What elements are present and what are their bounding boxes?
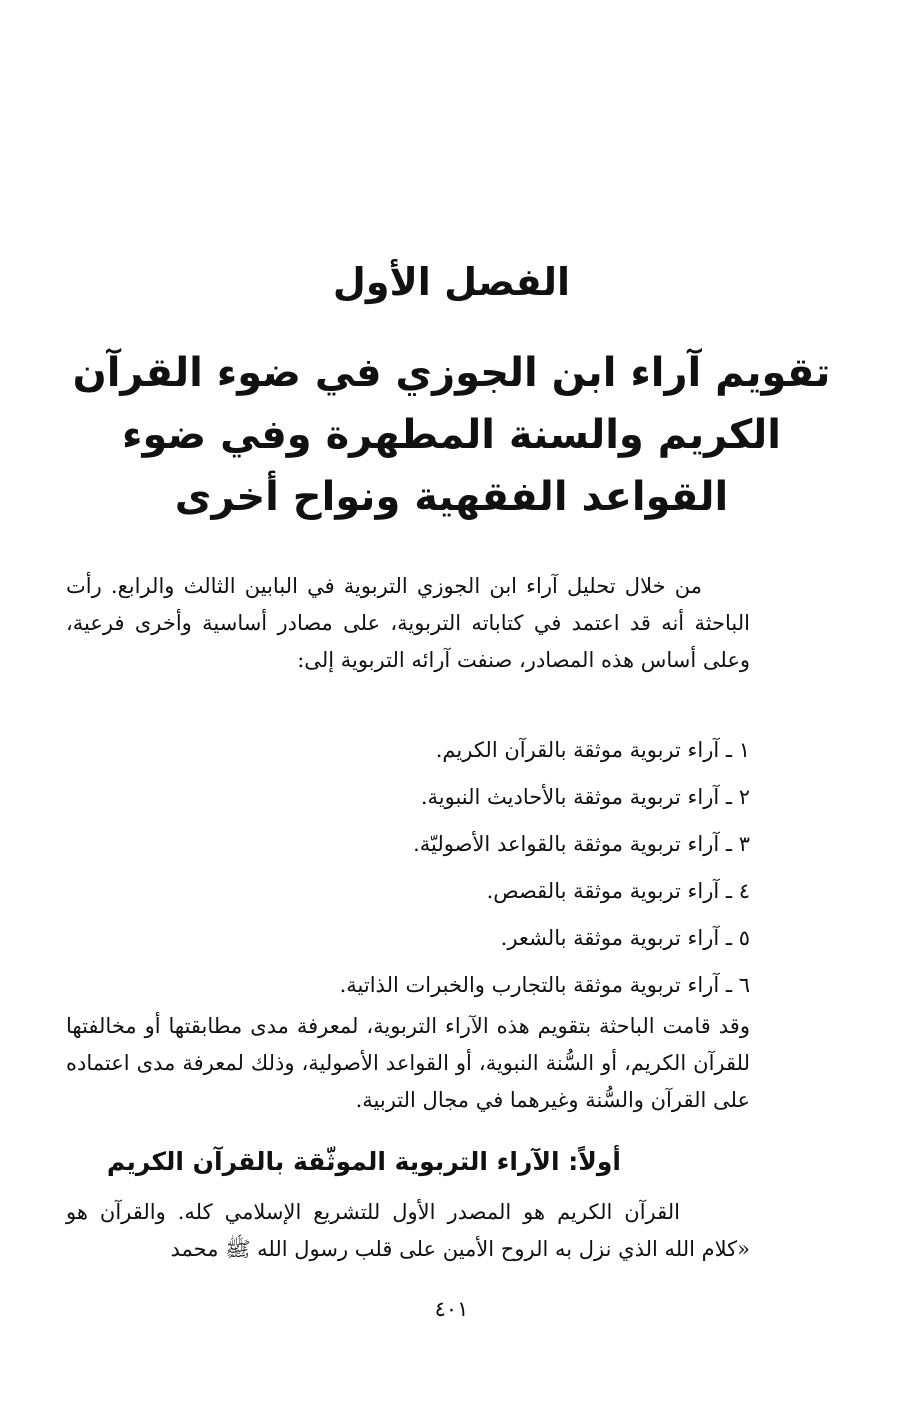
list-item: ٥ ـ آراء تربوية موثقة بالشعر. — [500, 926, 750, 950]
section-heading: أولاً: الآراء التربوية الموثّقة بالقرآن الكريم — [106, 1147, 621, 1176]
section-paragraph-block — [66, 1194, 750, 1268]
evaluation-paragraph-block — [66, 1008, 750, 1119]
list-item: ٣ ـ آراء تربوية موثقة بالقواعد الأصوليّة. — [413, 832, 750, 856]
intro-paragraph: من خلال تحليل آراء ابن الجوزي التربوية في البابين الثالث والرابع. رأت الباحثة أنه قد اعتمد في كتاباته التربوية، على مصادر أساسية وأخرى فرعية، وعلى أساس هذه المصادر، صنفت آرائه التربوية إلى: — [66, 574, 750, 672]
chapter-title-line: الكريم والسنة المطهرة وفي ضوء — [122, 412, 781, 458]
chapter-title-line: تقويم آراء ابن الجوزي في ضوء القرآن — [72, 350, 831, 396]
section-paragraph: القرآن الكريم هو المصدر الأول للتشريع الإسلامي كله. والقرآن هو «كلام الله الذي نزل به الروح الأمين على قلب رسول الله ﷺ محمد — [66, 1200, 750, 1261]
page-number: ٤٠١ — [434, 1297, 469, 1321]
chapter-title-line: القواعد الفقهية ونواح أخرى — [174, 474, 729, 520]
chapter-label: الفصل الأول — [332, 260, 571, 304]
list-item: ٤ ـ آراء تربوية موثقة بالقصص. — [486, 879, 750, 903]
list-item: ٢ ـ آراء تربوية موثقة بالأحاديث النبوية. — [420, 785, 750, 809]
evaluation-paragraph: وقد قامت الباحثة بتقويم هذه الآراء التربوية، لمعرفة مدى مطابقتها أو مخالفتها للقرآن الكريم، أو السُّنة النبوية، أو القواعد الأصولية، وذلك لمعرفة مدى اعتماده على القرآن والسُّنة وغيرهما في مجال التربية. — [66, 1014, 750, 1112]
list-item: ١ ـ آراء تربوية موثقة بالقرآن الكريم. — [435, 738, 750, 762]
list-item: ٦ ـ آراء تربوية موثقة بالتجارب والخبرات الذاتية. — [339, 973, 750, 997]
intro-paragraph-block — [66, 568, 750, 679]
sources-list — [190, 730, 750, 1012]
chapter-title — [60, 342, 843, 528]
